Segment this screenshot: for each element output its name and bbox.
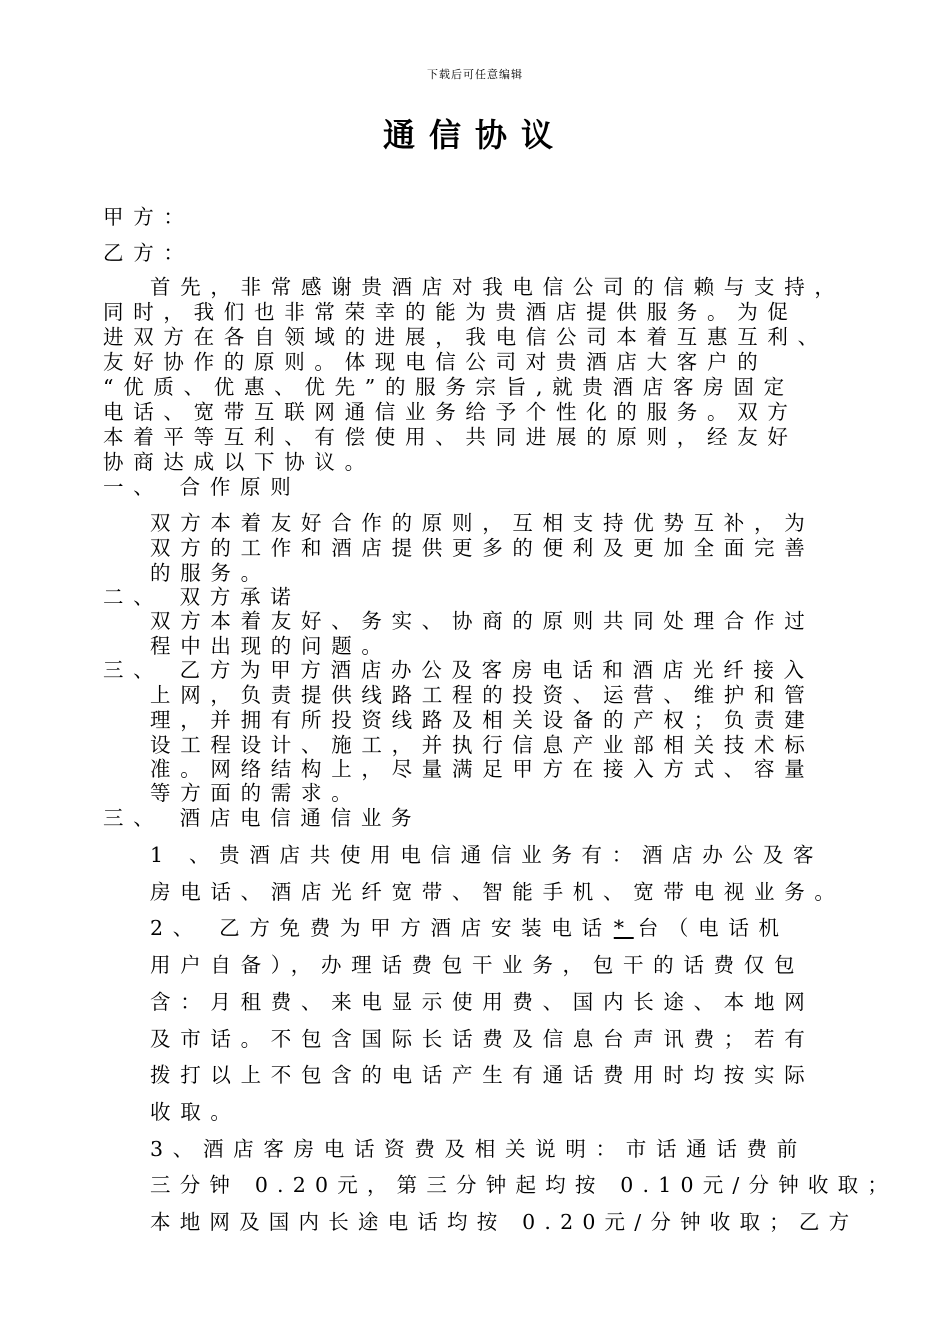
item2-text-after: 台（电话机 [637,916,789,940]
item-line: 含：月租费、来电显示使用费、国内长途、本地网 [150,990,815,1014]
item-line: 三分钟 0.20元，第三分钟起均按 0.10元/分钟收取； [150,1173,898,1197]
item-line: 收取。 [150,1100,241,1124]
intro-line: 协商达成以下协议。 [103,450,375,474]
section-heading: 三、 乙方为甲方酒店办公及客房电话和酒店光纤接入 [103,658,814,682]
intro-line: 首先，非常感谢贵酒店对我电信公司的信赖与支持， [150,275,845,299]
intro-line: 电话、宽带互联网通信业务给予个性化的服务。双方 [103,400,798,424]
section-line: 准。网络结构上，尽量满足甲方在接入方式、容量 [150,757,815,781]
intro-line: 同时，我们也非常荣幸的能为贵酒店提供服务。为促 [103,300,798,324]
section-line: 上网，负责提供线路工程的投资、运营、维护和管 [150,683,815,707]
section-line: 的服务。 [150,561,271,585]
item2-text-before: 2、 乙方免费为甲方酒店安装电话 [150,916,612,940]
item-line: 房电话、酒店光纤宽带、智能手机、宽带电视业务。 [150,880,845,904]
item-line: 拨打以上不包含的电话产生有通话费用时均按实际 [150,1063,815,1087]
item-line: 用户自备），办理话费包干业务，包干的话费仅包 [150,953,805,977]
intro-line: 本着平等互利、有偿使用、共同进展的原则，经友好 [103,425,798,449]
party-b-label: 乙方： [103,241,194,265]
section-heading: 二、 双方承诺 [103,585,301,609]
item-line: 及市话。不包含国际长话费及信息台声讯费；若有 [150,1027,815,1051]
intro-line: 友好协作的原则。体现电信公司对贵酒店大客户的 [103,350,768,374]
intro-line: 进双方在各自领域的进展，我电信公司本着互惠互利、 [103,325,828,349]
section-line: 理，并拥有所投资线路及相关设备的产权；负责建 [150,708,815,732]
section-line: 双方的工作和酒店提供更多的便利及更加全面完善 [150,536,815,560]
section-line: 双方本着友好合作的原则，互相支持优势互补，为 [150,511,815,535]
header-note: 下载后可任意编辑 [427,68,523,81]
item-line: 3、酒店客房电话资费及相关说明：市话通话费前 [150,1137,807,1161]
document-title: 通信协议 [382,116,567,154]
item-line: 1 、贵酒店共使用电信通信业务有：酒店办公及客 [150,843,824,867]
section-heading: 三、 酒店电信通信业务 [103,806,422,830]
section-line: 设工程设计、施工，并执行信息产业部相关技术标 [150,733,815,757]
phone-count-blank: * [613,916,634,940]
party-a-label: 甲方： [103,205,194,229]
section-line: 程中出现的问题。 [150,634,392,658]
intro-line: “优质、优惠、优先”的服务宗旨,就贵酒店客房固定 [103,375,794,399]
section-line: 双方本着友好、务实、协商的原则共同处理合作过 [150,609,815,633]
section-heading: 一、 合作原则 [103,475,301,499]
item-line: 本地网及国内长途电话均按 0.20元/分钟收取；乙方 [150,1210,859,1234]
item-line [150,915,789,941]
section-line: 等方面的需求。 [150,781,362,805]
